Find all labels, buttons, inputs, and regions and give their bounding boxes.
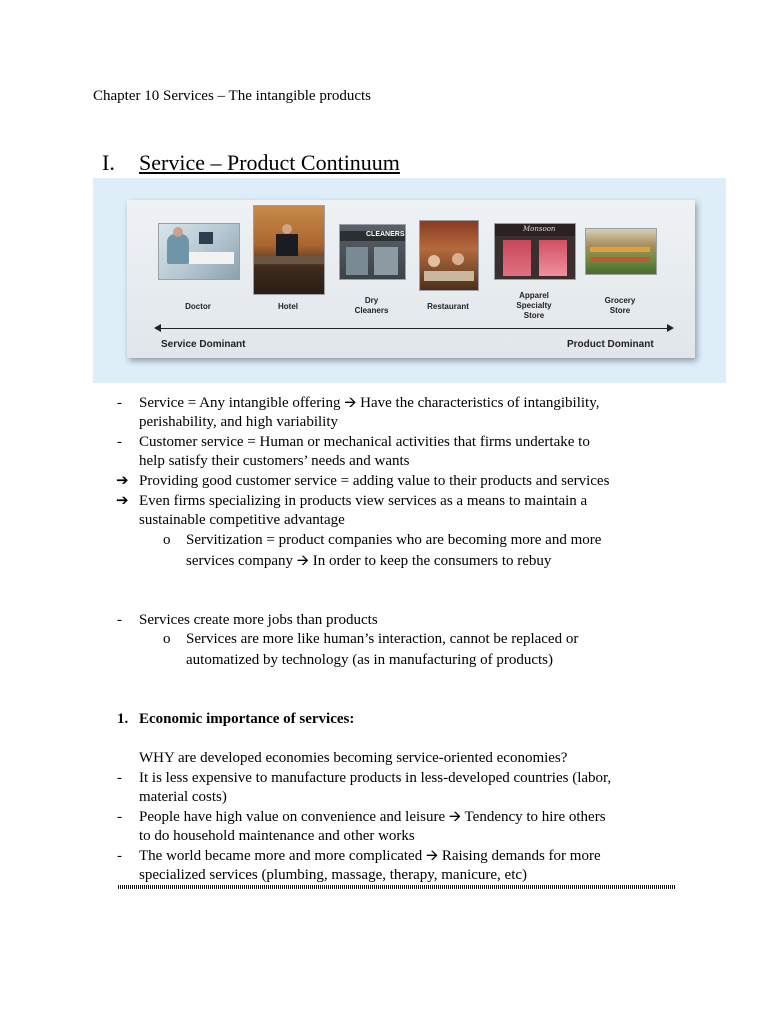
chapter-title: Chapter 10 Services – The intangible products	[93, 88, 371, 104]
store-sign: Monsoon	[523, 225, 556, 233]
cleaners-sign: CLEANERS	[366, 231, 405, 238]
hotel-photo	[253, 205, 325, 295]
label-dry-cleaners: Dry Cleaners	[354, 296, 389, 315]
continuum-arrow-right-head	[667, 324, 674, 332]
reason-3-line-2: specialized services (plumbing, massage, therapy, manicure, etc)	[139, 867, 528, 883]
dash-bullet: -	[117, 809, 122, 825]
section-number: I.	[102, 150, 115, 175]
reason-3-line-1: The world became more and more complicated 🡪 Raising demands for more	[139, 848, 601, 864]
subsection-number: 1.	[117, 711, 129, 727]
servitization-line-2: services company 🡪 In order to keep the consumers to rebuy	[186, 553, 552, 569]
label-grocery-store: Grocery Store	[604, 296, 636, 315]
reason-1-line-1: It is less expensive to manufacture products in less-developed countries (labor,	[139, 770, 612, 786]
dash-bullet: -	[117, 434, 122, 450]
reason-2-line-2: to do household maintenance and other works	[139, 828, 415, 844]
servitization-line-1: Servitization = product companies who are becoming more and more	[186, 532, 602, 548]
reason-2-line-1: People have high value on convenience and leisure 🡪 Tendency to hire others	[139, 809, 606, 825]
dash-bullet: -	[117, 612, 122, 628]
circle-bullet: o	[163, 631, 171, 647]
arrow-point-2-line-2: sustainable competitive advantage	[139, 512, 345, 528]
product-dominant-label: Product Dominant	[567, 339, 654, 350]
circle-bullet: o	[163, 532, 171, 548]
reason-1-line-2: material costs)	[139, 789, 227, 805]
apparel-store-photo	[494, 223, 576, 280]
service-dominant-label: Service Dominant	[161, 339, 246, 350]
arrow-bullet-icon: ➔	[116, 473, 129, 489]
arrow-point-2-line-1: Even firms specializing in products view services as a means to maintain a	[139, 493, 588, 509]
service-definition-line-1: Service = Any intangible offering 🡪 Have the characteristics of intangibility,	[139, 395, 600, 411]
jobs-sub-line-1: Services are more like human’s interaction, cannot be replaced or	[186, 631, 579, 647]
dry-cleaners-photo	[339, 224, 406, 280]
dash-bullet: -	[117, 770, 122, 786]
dotted-underline	[118, 885, 675, 889]
jobs-sub-line-2: automatized by technology (as in manufacturing of products)	[186, 652, 553, 668]
arrow-point-1: Providing good customer service = adding value to their products and services	[139, 473, 610, 489]
doctor-photo	[158, 223, 240, 280]
service-definition-line-2: perishability, and high variability	[139, 414, 338, 430]
subsection-title: Economic importance of services:	[139, 711, 355, 727]
restaurant-photo	[419, 220, 479, 291]
dash-bullet: -	[117, 848, 122, 864]
continuum-arrow-line	[159, 328, 667, 329]
jobs-line: Services create more jobs than products	[139, 612, 378, 628]
customer-service-line-2: help satisfy their customers’ needs and wants	[139, 453, 410, 469]
section-heading	[102, 150, 400, 176]
label-doctor: Doctor	[185, 302, 211, 311]
dash-bullet: -	[117, 395, 122, 411]
question-line: WHY are developed economies becoming service-oriented economies?	[139, 750, 568, 766]
continuum-card	[127, 200, 695, 358]
label-hotel: Hotel	[278, 302, 298, 311]
label-restaurant: Restaurant	[427, 302, 469, 311]
label-apparel-store: Apparel Specialty Store	[516, 291, 552, 320]
grocery-store-photo	[585, 228, 657, 275]
continuum-figure	[93, 178, 726, 383]
section-title: Service – Product Continuum	[139, 150, 400, 175]
customer-service-line-1: Customer service = Human or mechanical activities that firms undertake to	[139, 434, 590, 450]
arrow-bullet-icon: ➔	[116, 493, 129, 509]
